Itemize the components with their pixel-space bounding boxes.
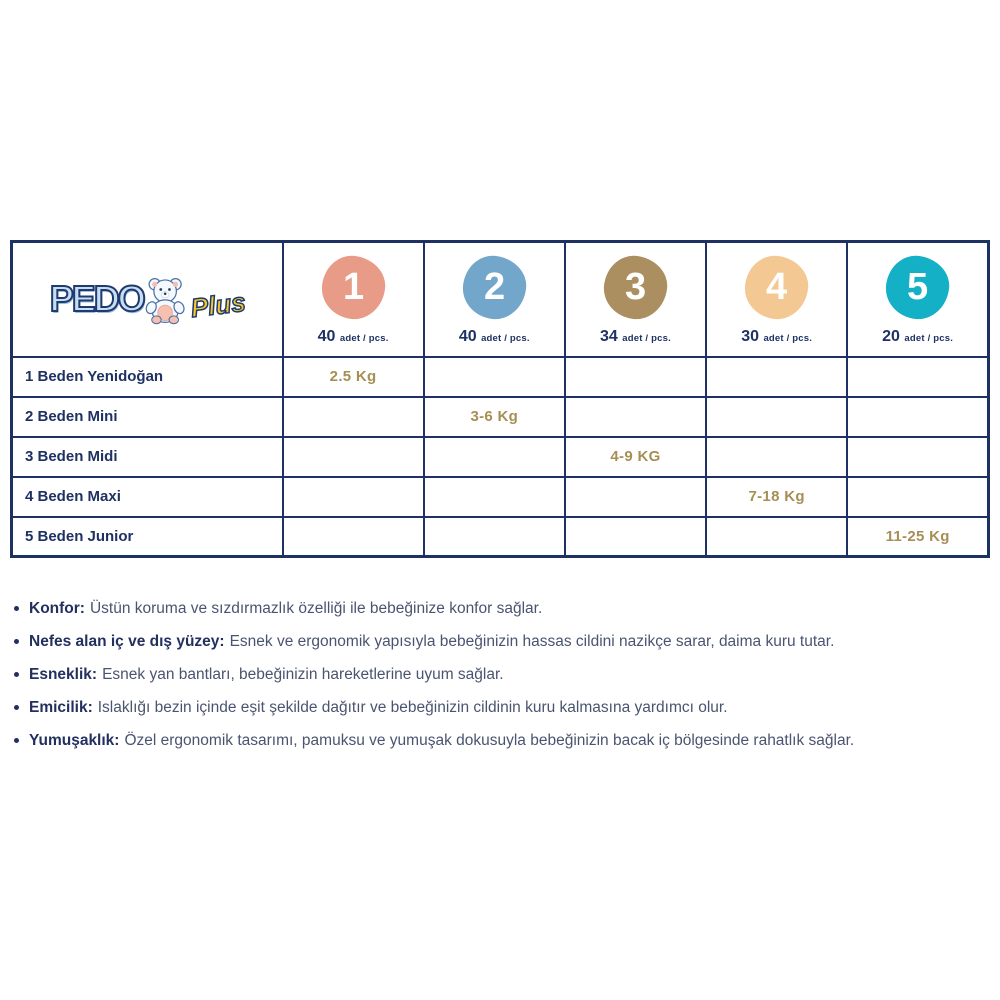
- row-label: 3 Beden Midi: [12, 437, 283, 477]
- size-number: 2: [483, 266, 505, 309]
- empty-cell: [424, 477, 565, 517]
- piece-count: [318, 328, 389, 346]
- empty-cell: [565, 477, 706, 517]
- piece-count: [741, 328, 812, 346]
- feature-text: [29, 697, 728, 718]
- piece-count: [600, 328, 671, 346]
- piece-count-number: 20: [882, 328, 900, 346]
- piece-count-number: 40: [317, 328, 336, 346]
- empty-cell: [847, 477, 988, 517]
- feature-list: [10, 598, 988, 763]
- size-number: 1: [342, 266, 364, 309]
- empty-cell: [706, 397, 847, 437]
- piece-count-unit: adet / pcs.: [481, 333, 530, 345]
- logo-suffix-text: Plus: [188, 286, 248, 323]
- empty-cell: [847, 437, 988, 477]
- size-number: 4: [766, 266, 788, 309]
- size-column-header-5: [847, 242, 988, 357]
- feature-text: [29, 664, 504, 685]
- size-table-header-row: [12, 242, 989, 357]
- logo-brand-text: PEDO: [49, 278, 144, 320]
- feature-label: Nefes alan iç ve dış yüzey:: [29, 633, 225, 650]
- feature-label: Esneklik:: [29, 666, 98, 683]
- row-label: 2 Beden Mini: [12, 397, 283, 437]
- size-column-header-2: [424, 242, 565, 357]
- feature-item: [10, 730, 988, 751]
- feature-label: Emicilik:: [29, 699, 93, 716]
- weight-value-cell: 7-18 Kg: [706, 477, 847, 517]
- empty-cell: [565, 517, 706, 557]
- piece-count-unit: adet / pcs.: [904, 333, 954, 345]
- feature-text: [29, 598, 542, 619]
- size-badge-3: [601, 253, 670, 322]
- size-number: 3: [624, 266, 647, 309]
- feature-description: Esnek yan bantları, bebeğinizin hareketlerine uyum sağlar.: [102, 666, 504, 683]
- feature-item: [10, 697, 988, 718]
- piece-count-unit: adet / pcs.: [622, 333, 671, 345]
- table-row: [12, 357, 989, 397]
- piece-count-unit: adet / pcs.: [339, 333, 389, 345]
- size-table: [10, 240, 990, 558]
- feature-text: [29, 730, 854, 751]
- feature-text: [29, 631, 834, 652]
- empty-cell: [283, 477, 424, 517]
- feature-description: Üstün koruma ve sızdırmazlık özelliği ile bebeğinize konfor sağlar.: [89, 600, 543, 617]
- weight-value-cell: 11-25 Kg: [847, 517, 988, 557]
- feature-label: Konfor:: [29, 600, 85, 617]
- size-badge-2: [460, 253, 529, 322]
- empty-cell: [706, 437, 847, 477]
- table-row: [12, 397, 989, 437]
- bullet-dot-icon: [14, 606, 19, 611]
- piece-count-number: 30: [741, 328, 759, 346]
- bullet-dot-icon: [14, 705, 19, 710]
- feature-item: [10, 598, 988, 619]
- size-column-header-3: [565, 242, 706, 357]
- feature-item: [10, 664, 988, 685]
- size-badge-5: [883, 253, 952, 322]
- empty-cell: [847, 357, 988, 397]
- empty-cell: [283, 397, 424, 437]
- empty-cell: [565, 357, 706, 397]
- table-row: [12, 477, 989, 517]
- table-row: [12, 517, 989, 557]
- empty-cell: [424, 357, 565, 397]
- table-row: [12, 437, 989, 477]
- teddy-bear-icon: [140, 273, 192, 325]
- piece-count: [882, 328, 953, 346]
- feature-label: Yumuşaklık:: [29, 732, 120, 749]
- empty-cell: [424, 437, 565, 477]
- row-label: 5 Beden Junior: [12, 517, 283, 557]
- weight-value-cell: 2.5 Kg: [283, 357, 424, 397]
- size-column-header-4: [706, 242, 847, 357]
- bullet-dot-icon: [14, 639, 19, 644]
- feature-item: [10, 631, 988, 652]
- weight-value-cell: 3-6 Kg: [424, 397, 565, 437]
- empty-cell: [283, 437, 424, 477]
- empty-cell: [424, 517, 565, 557]
- size-badge-1: [318, 253, 387, 322]
- weight-value-cell: 4-9 KG: [565, 437, 706, 477]
- size-number: 5: [907, 266, 929, 309]
- bullet-dot-icon: [14, 672, 19, 677]
- piece-count-number: 34: [600, 328, 618, 346]
- piece-count-unit: adet / pcs.: [763, 333, 813, 345]
- feature-description: Esnek ve ergonomik yapısıyla bebeğinizin hassas cildini nazikçe sarar, daima kuru tutar.: [229, 633, 835, 650]
- feature-description: Özel ergonomik tasarımı, pamuksu ve yumuşak dokusuyla bebeğinizin bacak iç bölgesinde rahatlık sağlar.: [124, 732, 855, 749]
- empty-cell: [283, 517, 424, 557]
- empty-cell: [565, 397, 706, 437]
- feature-description: Islaklığı bezin içinde eşit şekilde dağıtır ve bebeğinizin cildinin kuru kalmasına yardımcı olur.: [97, 699, 728, 716]
- size-column-header-1: [283, 242, 424, 357]
- piece-count: [459, 328, 530, 346]
- row-label: 1 Beden Yenidoğan: [12, 357, 283, 397]
- bullet-dot-icon: [14, 738, 19, 743]
- empty-cell: [847, 397, 988, 437]
- row-label: 4 Beden Maxi: [12, 477, 283, 517]
- pedo-plus-logo: [13, 243, 282, 356]
- logo-cell: [12, 242, 283, 357]
- size-badge-4: [742, 253, 811, 322]
- empty-cell: [706, 517, 847, 557]
- piece-count-number: 40: [458, 328, 477, 346]
- empty-cell: [706, 357, 847, 397]
